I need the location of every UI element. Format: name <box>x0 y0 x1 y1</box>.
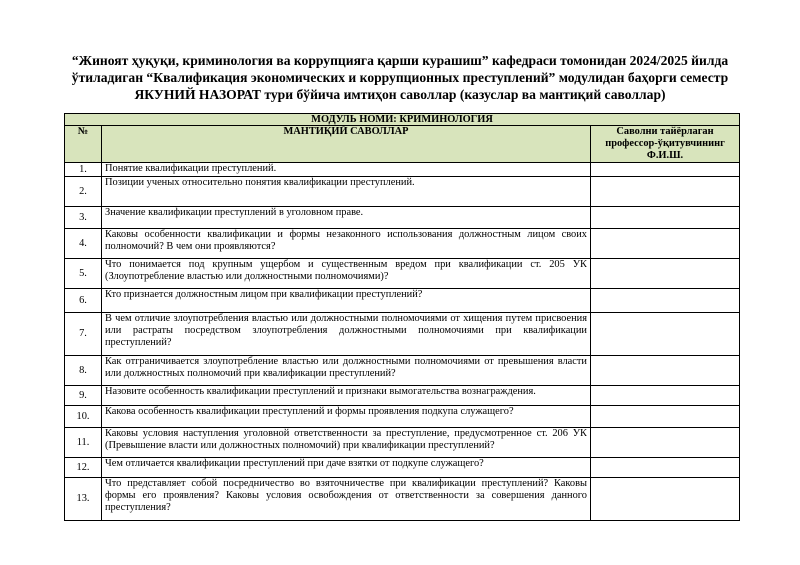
row-number: 1. <box>65 163 102 177</box>
question-text: Каковы особенности квалификации и формы незаконного использования должностным лицом своих полномочий? В чем они проявляются? <box>102 229 591 259</box>
author-cell <box>591 163 740 177</box>
question-text: Что представляет собой посредничество во взяточничестве при квалификации преступлений? Каковы формы его проявления? Каковы условия освобождения от ответственности за совершения данного преступления? <box>102 478 591 521</box>
author-cell <box>591 289 740 313</box>
author-cell <box>591 259 740 289</box>
table-row <box>65 177 740 207</box>
module-title: МОДУЛЬ НОМИ: КРИМИНОЛОГИЯ <box>65 114 740 126</box>
row-number: 2. <box>65 177 102 207</box>
table-row <box>65 386 740 406</box>
question-text: Как отграничивается злоупотребление властью или должностными полномочиями от превышения власти или должностных полномочий при квалификации преступлений? <box>102 356 591 386</box>
heading-line-2: ўтиладиган “Квалификация экономических и коррупционных преступлений” модулидан баҳорги семестр <box>71 70 729 85</box>
row-number: 9. <box>65 386 102 406</box>
author-cell <box>591 458 740 478</box>
question-text: Позиции ученых относительно понятия квалификации преступлений. <box>102 177 591 207</box>
author-cell <box>591 428 740 458</box>
col-header-author: Саволни тайёрлаган профессор-ўқитувчининг Ф.И.Ш. <box>591 126 740 163</box>
row-number: 13. <box>65 478 102 521</box>
document-heading <box>60 52 740 103</box>
row-number: 6. <box>65 289 102 313</box>
question-text: Понятие квалификации преступлений. <box>102 163 591 177</box>
col-header-number: № <box>65 126 102 163</box>
row-number: 5. <box>65 259 102 289</box>
table-row <box>65 458 740 478</box>
row-number: 4. <box>65 229 102 259</box>
author-cell <box>591 406 740 428</box>
question-text: Назовите особенность квалификации преступлений и признаки вымогательства вознаграждения. <box>102 386 591 406</box>
author-cell <box>591 313 740 356</box>
heading-line-1: “Жиноят ҳуқуқи, криминология ва коррупцияга қарши курашиш” кафедраси томонидан 2024/2025 йилда <box>71 53 729 68</box>
row-number: 3. <box>65 207 102 229</box>
table-row <box>65 229 740 259</box>
row-number: 7. <box>65 313 102 356</box>
question-text: Значение квалификации преступлений в уголовном праве. <box>102 207 591 229</box>
question-text: Что понимается под крупным ущербом и существенным вредом при квалификации ст. 205 УК (Злоупотребление властью или должностными полномочиями)? <box>102 259 591 289</box>
author-cell <box>591 229 740 259</box>
row-number: 8. <box>65 356 102 386</box>
question-text: В чем отличие злоупотребления властью или должностными полномочиями от хищения путем присвоения или растраты посредством злоупотребления должностными полномочиями при квалификации преступлений? <box>102 313 591 356</box>
table-row <box>65 207 740 229</box>
header-row <box>65 126 740 163</box>
author-cell <box>591 207 740 229</box>
author-cell <box>591 386 740 406</box>
module-row <box>65 114 740 126</box>
question-text: Каковы условия наступления уголовной ответственности за преступление, предусмотренное ст. 206 УК (Превышение власти или должностных полномочий) при квалификации преступлений? <box>102 428 591 458</box>
questions-table <box>64 113 740 521</box>
col-header-questions: МАНТИҚИЙ САВОЛЛАР <box>102 126 591 163</box>
question-text: Чем отличается квалификации преступлений при даче взятки от подкупе служащего? <box>102 458 591 478</box>
table-row <box>65 356 740 386</box>
question-text: Кто признается должностным лицом при квалификации преступлений? <box>102 289 591 313</box>
author-cell <box>591 177 740 207</box>
table-row <box>65 289 740 313</box>
row-number: 10. <box>65 406 102 428</box>
table-row <box>65 406 740 428</box>
author-cell <box>591 478 740 521</box>
author-cell <box>591 356 740 386</box>
heading-line-3: ЯКУНИЙ НАЗОРАТ тури бўйича имтиҳон саволлар (казуслар ва мантиқий саволлар) <box>134 87 666 102</box>
row-number: 11. <box>65 428 102 458</box>
table-row <box>65 163 740 177</box>
table-row <box>65 428 740 458</box>
table-row <box>65 478 740 521</box>
row-number: 12. <box>65 458 102 478</box>
question-text: Какова особенность квалификации преступлений и формы проявления подкупа служащего? <box>102 406 591 428</box>
table-row <box>65 313 740 356</box>
table-row <box>65 259 740 289</box>
